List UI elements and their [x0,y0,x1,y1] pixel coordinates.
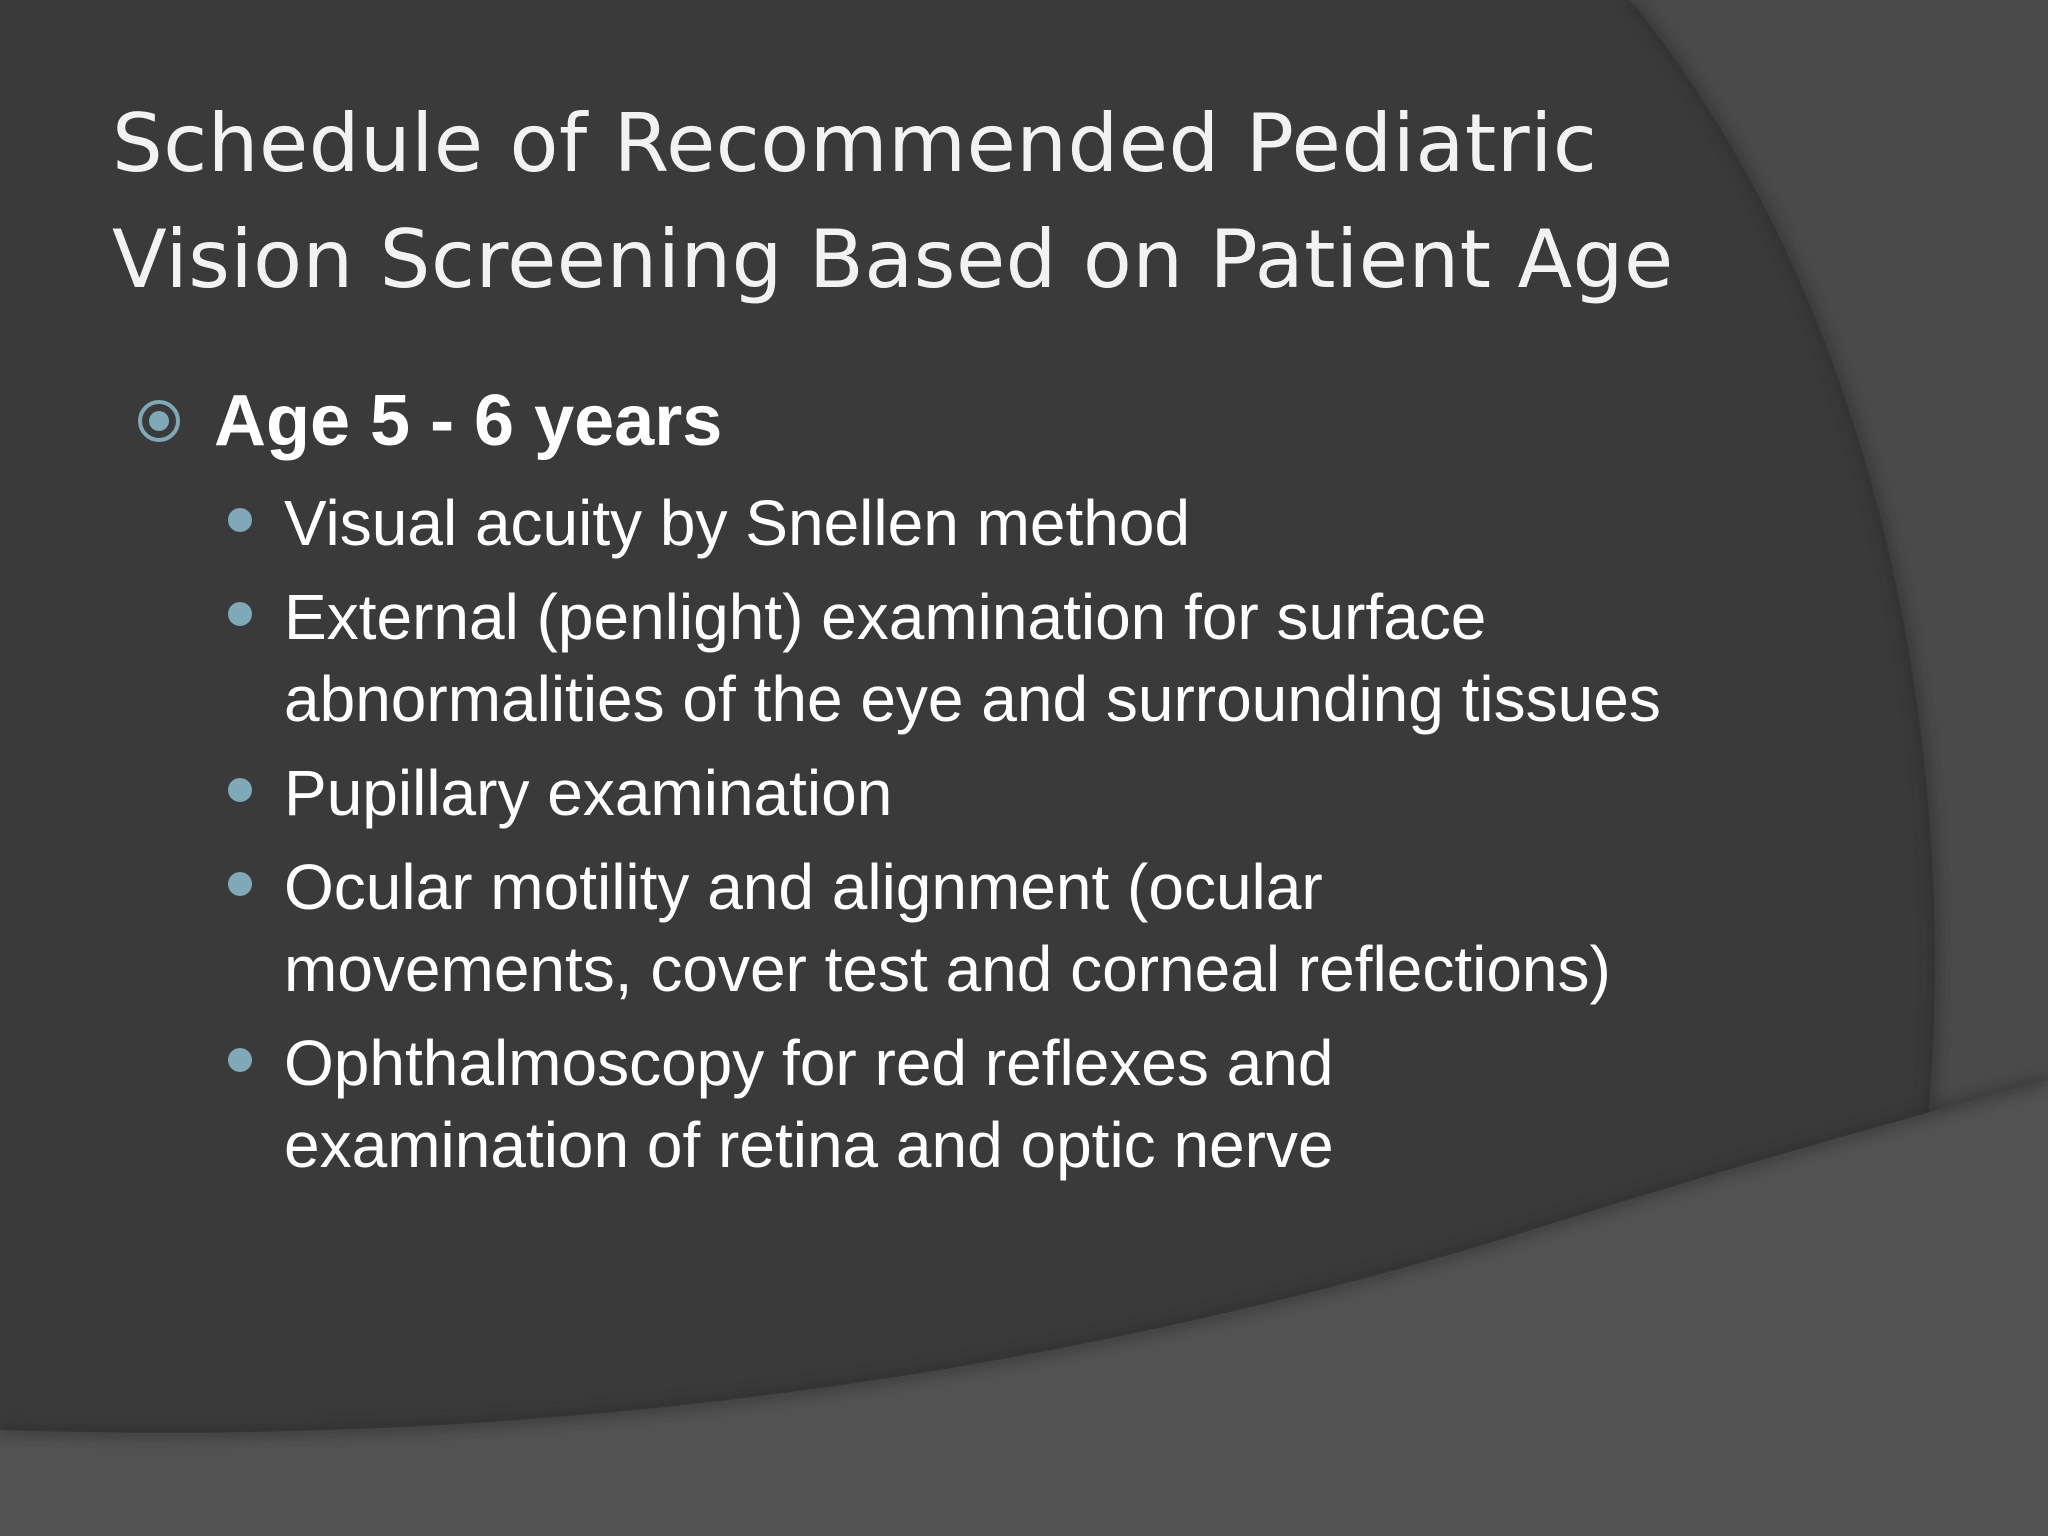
title-line-2: Vision Screening Based on Patient Age [112,213,1674,306]
list-item-line: Ocular motility and alignment (ocular [284,851,1323,923]
list-item [224,1022,1824,1186]
level1-text: Age 5 - 6 years [214,381,723,461]
list-item [224,846,1824,1010]
list-item [224,752,1824,834]
list-item-text [284,1022,1824,1186]
title-line-1: Schedule of Recommended Pediatric [112,97,1598,190]
level1-bullet-item [136,378,722,464]
list-item-text [284,576,1824,740]
sub-bullet-list [224,482,1824,1198]
bullet-dot-icon [228,778,252,802]
list-item-line: External (penlight) examination for surface [284,581,1487,653]
bullet-dot-icon [228,1048,252,1072]
list-item-line: movements, cover test and corneal reflections) [284,933,1611,1005]
target-circle-icon [136,398,182,444]
list-item-line: Visual acuity by Snellen method [284,487,1191,559]
list-item-line: examination of retina and optic nerve [284,1109,1334,1181]
list-item-line: Ophthalmoscopy for red reflexes and [284,1027,1334,1099]
list-item-line: Pupillary examination [284,757,893,829]
bullet-dot-icon [228,872,252,896]
list-item-text [284,482,1824,564]
bullet-dot-icon [228,508,252,532]
list-item [224,576,1824,740]
list-item-line: abnormalities of the eye and surrounding tissues [284,663,1661,735]
list-item [224,482,1824,564]
list-item-text [284,752,1824,834]
slide-title [112,86,1812,318]
bullet-dot-icon [228,602,252,626]
list-item-text [284,846,1824,1010]
